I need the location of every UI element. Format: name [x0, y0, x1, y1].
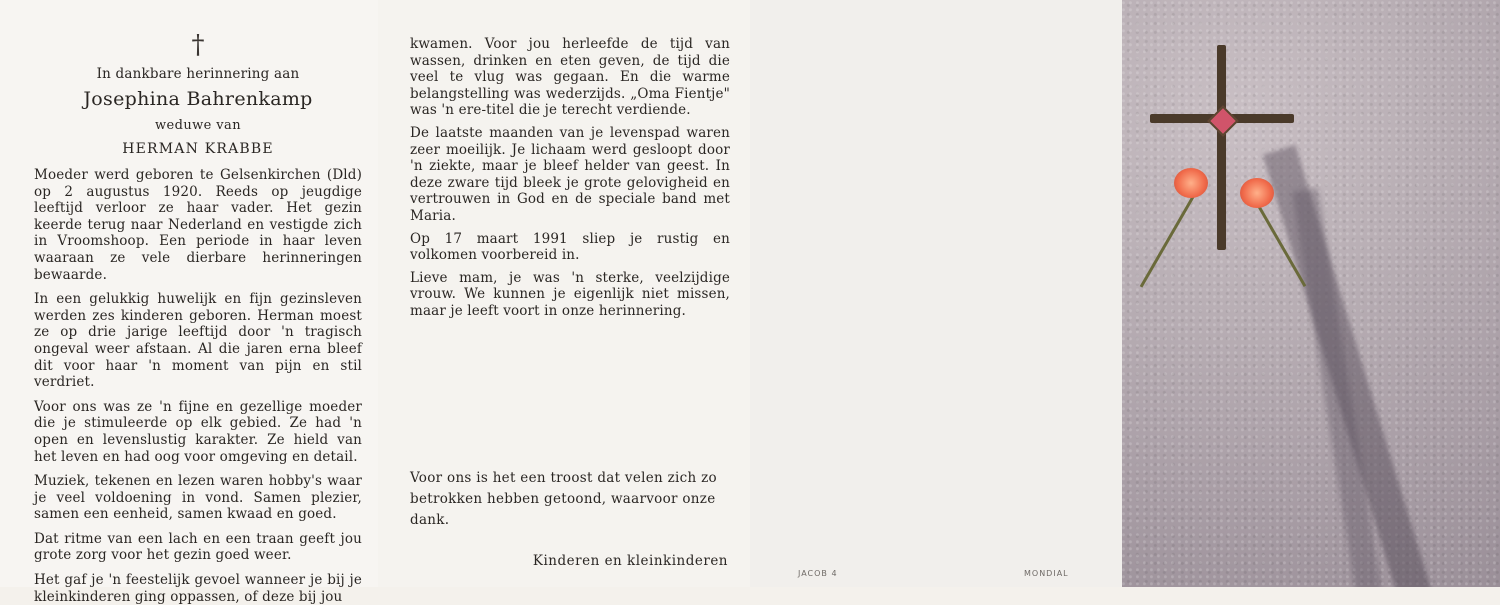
cross-icon: † [191, 30, 205, 60]
husband-name: HERMAN KRABBE [122, 141, 274, 157]
signature: Kinderen en kleinkinderen [532, 553, 728, 569]
paragraph: Lieve mam, je was 'n sterke, veelzijdige vrouw. We kunnen je eigenlijk niet missen, maar je leeft voort in onze herinnering. [410, 269, 730, 319]
middle-panel [378, 0, 750, 587]
thanks-text: Voor ons is het een troost dat velen zich zo betrokken hebben getoond, waarvoor onze dank. [410, 470, 717, 528]
paragraph: Dat ritme van een lach en een traan geeft jou grote zorg voor het gezin goed weer. [34, 530, 362, 564]
paragraph: De laatste maanden van je levenspad waren zeer moeilijk. Je lichaam werd gesloopt door 'n ziekte, maar je bleef helder van geest. In deze zware tijd bleek je grote gelovigheid en vertrouwen in God en de speciale band met Maria. [410, 124, 730, 224]
cross-photo [1122, 0, 1500, 587]
paragraph: Moeder werd geboren te Gelsenkirchen (Dld) op 2 augustus 1920. Reeds op jeugdige leeftijd verloor ze haar vader. Het gezin keerde terug naar Nederland en vestigde zich in Vroomshoop. Een periode in haar leven waaraan ze vele dierbare herinneringen bewaarde. [34, 167, 362, 283]
subtitle: weduwe van [155, 118, 241, 133]
left-panel [0, 0, 378, 605]
crucifix-icon [1217, 45, 1226, 250]
paragraph: In een gelukkig huwelijk en fijn gezinsleven werden zes kinderen geboren. Herman moest ze op drie jarige leeftijd door 'n tragisch ongeval weer afstaan. Al die jaren erna bleef dit voor haar 'n moment van pijn en stil verdriet. [34, 291, 362, 391]
printer-mark: JACOB 4 [798, 569, 838, 578]
flower-icon [1174, 168, 1208, 198]
paragraph: Op 17 maart 1991 sliep je rustig en volkomen voorbereid in. [410, 230, 730, 264]
intro-text: In dankbare herinnering aan [96, 66, 300, 82]
paragraph: Voor ons was ze 'n fijne en gezellige moeder die je stimuleerde op elk gebied. Ze had 'n open en levenslustig karakter. Ze hield van het leven en had oog voor omgeving en detail. [34, 398, 362, 465]
paragraph: Muziek, tekenen en lezen waren hobby's waar je veel voldoening in vond. Samen plezier, samen een eenheid, samen kwaad en goed. [34, 473, 362, 523]
paragraph: Het gaf je 'n feestelijk gevoel wanneer je bij je kleinkinderen ging oppassen, of deze bij jou [34, 572, 362, 605]
deceased-name: Josephina Bahrenkamp [83, 88, 313, 110]
flower-icon [1240, 178, 1274, 208]
paragraph: kwamen. Voor jou herleefde de tijd van wassen, drinken en eten geven, de tijd die veel te vlug was gegaan. En die warme belangstelling was wederzijds. „Oma Fientje" was 'n ere-titel die je terecht verdiende. [410, 36, 730, 119]
publisher-mark: MONDIAL [1024, 569, 1069, 578]
blank-panel [750, 0, 1122, 587]
